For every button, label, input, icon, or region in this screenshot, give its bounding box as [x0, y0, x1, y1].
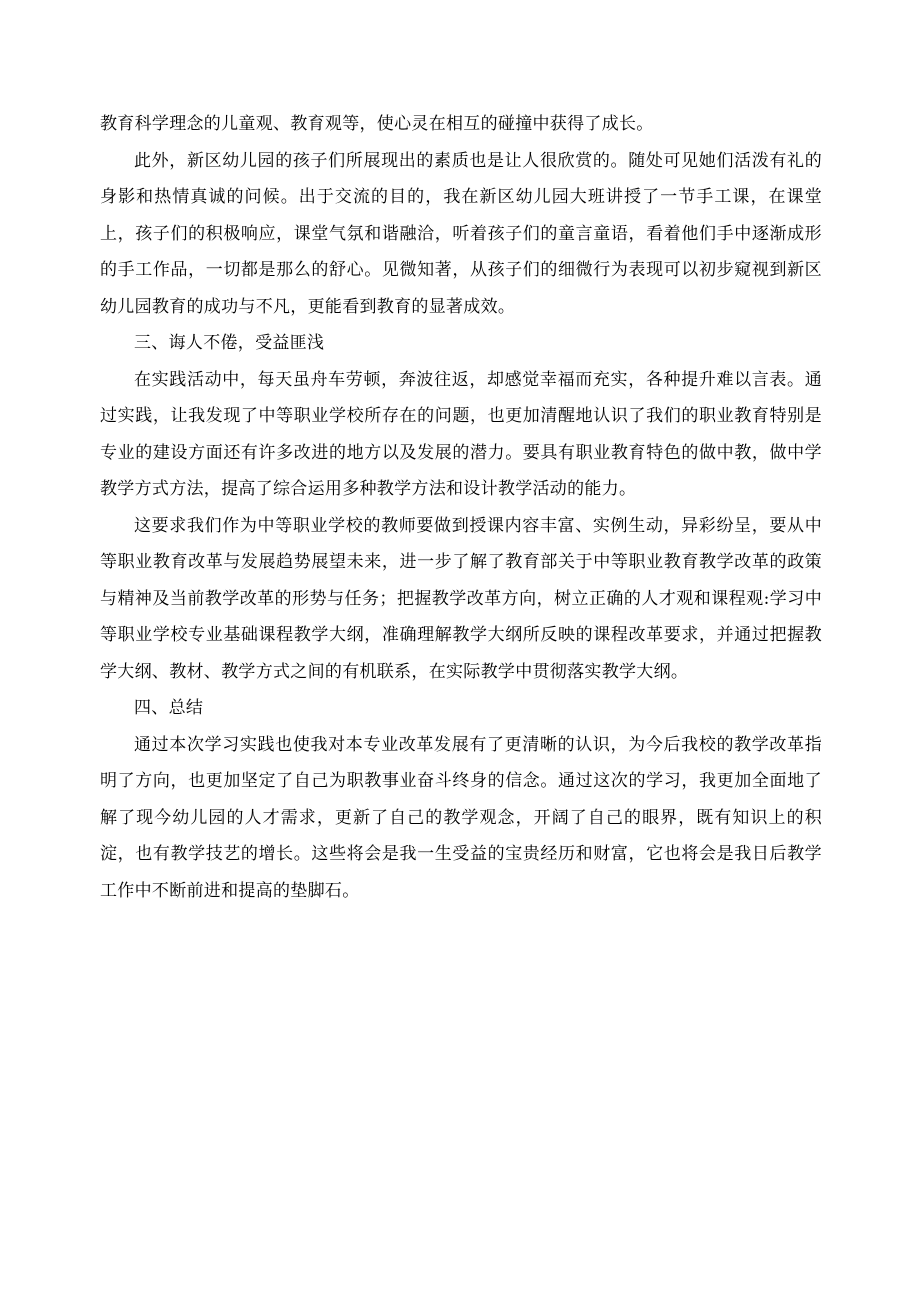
document-body [100, 106, 822, 909]
paragraph-teacher-requirements: 这要求我们作为中等职业学校的教师要做到授课内容丰富、实例生动，异彩纷呈，要从中等职业教育改革与发展趋势展望未来，进一步了解了教育部关于中等职业教育教学改革的政策与精神及当前教学改革的形势与任务；把握教学改革方向，树立正确的人才观和课程观:学习中等职业学校专业基础课程教学大纲，准确理解教学大纲所反映的课程改革要求，并通过把握教学大纲、教材、教学方式之间的有机联系，在实际教学中贯彻落实教学大纲。 [100, 515, 822, 682]
paragraph-practice-activities: 在实践活动中，每天虽舟车劳顿，奔波往返，却感觉幸福而充实，各种提升难以言表。通过实践，让我发现了中等职业学校所存在的问题，也更加清醒地认识了我们的职业教育特别是专业的建设方面还有许多改进的地方以及发展的潜力。要具有职业教育特色的做中教，做中学教学方式方法，提高了综合运用多种教学方法和设计教学活动的能力。 [100, 369, 822, 499]
section-heading-four: 四、总结 [134, 698, 204, 718]
paragraph-continuation: 教育科学理念的儿童观、教育观等，使心灵在相互的碰撞中获得了成长。 [100, 114, 654, 134]
paragraph-summary: 通过本次学习实践也使我对本专业改革发展有了更清晰的认识，为今后我校的教学改革指明了方向，也更加坚定了自己为职教事业奋斗终身的信念。通过这次的学习，我更加全面地了解了现今幼儿园的人才需求，更新了自己的教学观念，开阔了自己的眼界，既有知识上的积淀，也有教学技艺的增长。这些将会是我一生受益的宝贵经历和财富，它也将会是我日后教学工作中不断前进和提高的垫脚石。 [100, 734, 822, 901]
paragraph-kindergarten-children: 此外，新区幼儿园的孩子们所展现出的素质也是让人很欣赏的。随处可见她们活泼有礼的身影和热情真诚的问候。出于交流的目的，我在新区幼儿园大班讲授了一节手工课，在课堂上，孩子们的积极响应，课堂气氛和谐融洽，听着孩子们的童言童语，看着他们手中逐渐成形的手工作品，一切都是那么的舒心。见微知著，从孩子们的细微行为表现可以初步窥视到新区幼儿园教育的成功与不凡，更能看到教育的显著成效。 [100, 150, 822, 317]
section-heading-three: 三、诲人不倦，受益匪浅 [134, 333, 325, 353]
